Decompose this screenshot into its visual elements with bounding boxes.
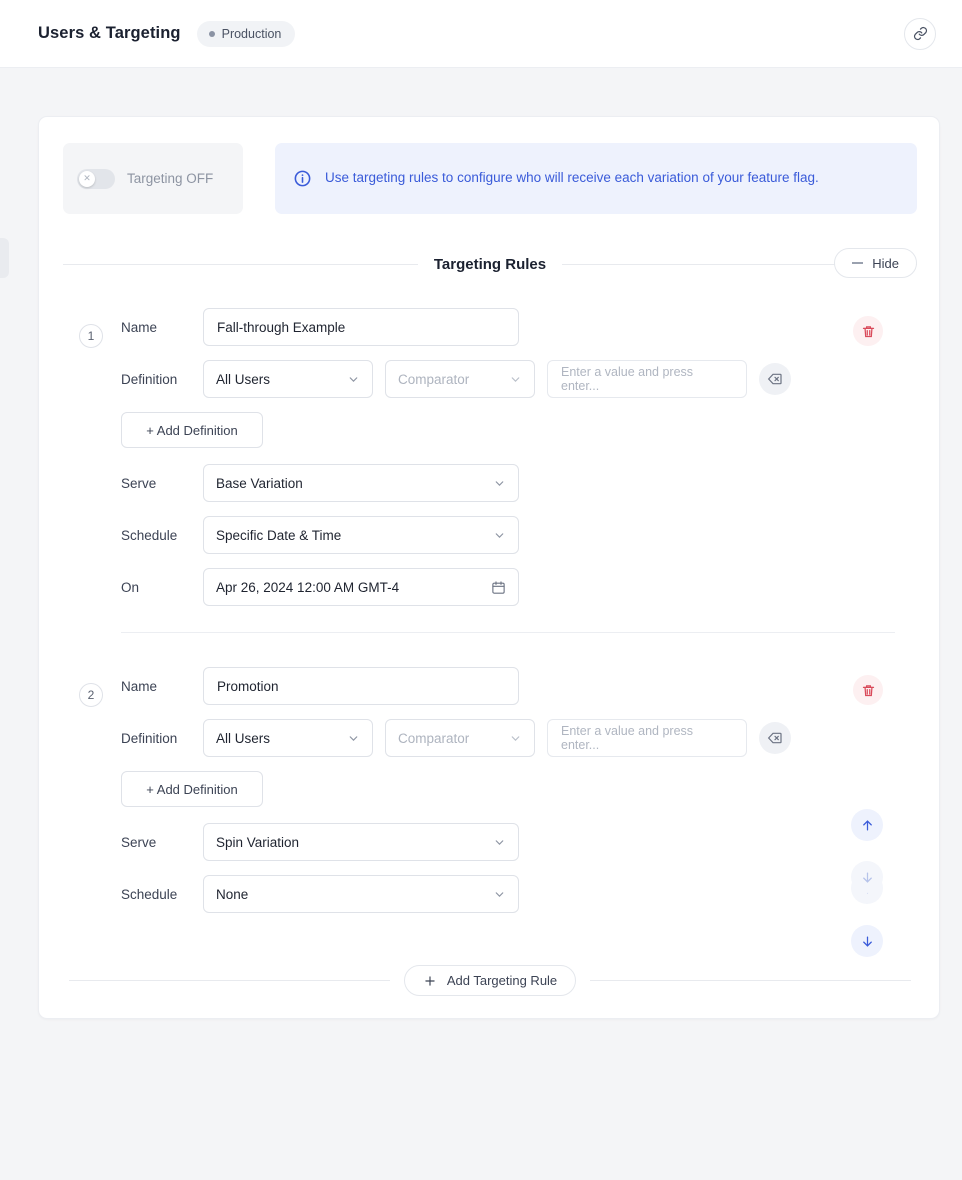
definition-select-value: All Users	[216, 730, 271, 746]
rule-name-row	[63, 308, 917, 346]
backspace-icon	[767, 371, 783, 387]
rule-definition-label: Definition	[121, 371, 178, 387]
schedule-select[interactable]	[203, 516, 519, 554]
value-input[interactable]	[547, 719, 747, 757]
rule-date-row	[63, 568, 917, 606]
delete-rule-button[interactable]	[853, 675, 883, 705]
serve-select[interactable]	[203, 464, 519, 502]
environment-status-dot	[209, 31, 215, 37]
page-title: Users & Targeting	[38, 24, 181, 42]
targeting-toggle-container[interactable]	[63, 143, 243, 214]
rule-schedule-row	[63, 875, 917, 913]
definition-select-value: All Users	[216, 371, 271, 387]
targeting-rule	[63, 639, 917, 933]
schedule-select[interactable]	[203, 875, 519, 913]
rule-number: 1	[79, 324, 103, 348]
rule-serve-row	[63, 464, 917, 502]
plus-icon	[423, 974, 437, 988]
chevron-down-icon	[509, 373, 522, 386]
rule-definition-row	[63, 360, 917, 398]
add-rule-footer	[63, 965, 917, 996]
rule-name-label: Name	[121, 678, 158, 694]
comparator-select-value: Comparator	[398, 371, 470, 387]
targeting-rules-header	[63, 248, 917, 280]
rule-divider	[121, 632, 895, 633]
page-body	[0, 68, 962, 1043]
rule-schedule-row	[63, 516, 917, 554]
environment-label: Production	[221, 26, 282, 41]
chevron-down-icon	[493, 529, 506, 542]
hide-button[interactable]	[834, 248, 917, 278]
arrow-down-icon	[860, 934, 875, 949]
add-targeting-rule-label: Add Targeting Rule	[446, 973, 558, 988]
environment-badge[interactable]	[197, 21, 296, 47]
arrow-down-icon	[860, 870, 875, 885]
move-rule-down-button[interactable]	[851, 861, 883, 893]
section-title: Targeting Rules	[433, 255, 547, 273]
rule-serve-row	[63, 823, 917, 861]
chevron-down-icon	[509, 732, 522, 745]
rule-definition-row	[63, 719, 917, 757]
chevron-down-icon	[347, 373, 360, 386]
schedule-select-value: None	[216, 886, 249, 902]
calendar-icon[interactable]	[491, 580, 506, 595]
chevron-down-icon	[347, 732, 360, 745]
divider-right	[590, 980, 911, 981]
toggle-knob: ✕	[79, 171, 95, 187]
divider-left	[63, 264, 418, 265]
sidebar-handle[interactable]	[0, 238, 9, 278]
link-icon	[913, 26, 928, 41]
comparator-select-value: Comparator	[398, 730, 470, 746]
value-input-placeholder: Enter a value and press enter...	[561, 365, 694, 393]
divider-left	[69, 980, 390, 981]
rule-definition-label: Definition	[121, 730, 178, 746]
rule-number: 2	[79, 683, 103, 707]
copy-link-button[interactable]	[904, 18, 936, 50]
rule-serve-label: Serve	[121, 834, 157, 850]
page-header	[0, 0, 962, 68]
schedule-date-input[interactable]	[203, 568, 519, 606]
definition-select[interactable]	[203, 360, 373, 398]
rule-name-input[interactable]: Fall-through Example	[203, 308, 519, 346]
comparator-select[interactable]	[385, 719, 535, 757]
comparator-select[interactable]	[385, 360, 535, 398]
serve-select[interactable]	[203, 823, 519, 861]
backspace-icon	[767, 730, 783, 746]
trash-icon	[861, 324, 876, 339]
schedule-select-value: Specific Date & Time	[216, 527, 342, 543]
add-targeting-rule-button[interactable]	[404, 965, 576, 996]
rule-name-label: Name	[121, 319, 158, 335]
hide-button-label: Hide	[872, 255, 899, 271]
delete-rule-button[interactable]	[853, 316, 883, 346]
add-definition-button[interactable]: + Add Definition	[121, 771, 263, 807]
serve-select-value: Spin Variation	[216, 834, 300, 850]
rule-schedule-label: Schedule	[121, 527, 178, 543]
targeting-toggle-label: Targeting OFF	[127, 171, 214, 186]
minus-icon	[852, 262, 863, 264]
move-rule-up-button[interactable]	[851, 809, 883, 841]
rule-name-input[interactable]: Promotion	[203, 667, 519, 705]
schedule-date-value: Apr 26, 2024 12:00 AM GMT-4	[216, 579, 400, 595]
info-banner	[275, 143, 917, 214]
definition-select[interactable]	[203, 719, 373, 757]
info-icon	[293, 169, 312, 188]
add-definition-button[interactable]: + Add Definition	[121, 412, 263, 448]
info-banner-text: Use targeting rules to configure who will receive each variation of your feature flag.	[325, 170, 819, 186]
rule-schedule-label: Schedule	[121, 886, 178, 902]
rule-on-label: On	[121, 579, 140, 595]
chevron-down-icon	[493, 888, 506, 901]
value-input[interactable]	[547, 360, 747, 398]
targeting-toggle[interactable]	[77, 169, 115, 189]
rule-serve-label: Serve	[121, 475, 157, 491]
chevron-down-icon	[493, 836, 506, 849]
arrow-up-icon	[860, 818, 875, 833]
rule-name-row	[63, 667, 917, 705]
targeting-rule	[63, 280, 917, 639]
clear-value-button[interactable]	[759, 363, 791, 395]
chevron-down-icon	[493, 477, 506, 490]
value-input-placeholder: Enter a value and press enter...	[561, 724, 694, 752]
trash-icon	[861, 683, 876, 698]
serve-select-value: Base Variation	[216, 475, 303, 491]
targeting-status-row	[63, 143, 917, 214]
targeting-card	[38, 116, 940, 1019]
clear-value-button[interactable]	[759, 722, 791, 754]
